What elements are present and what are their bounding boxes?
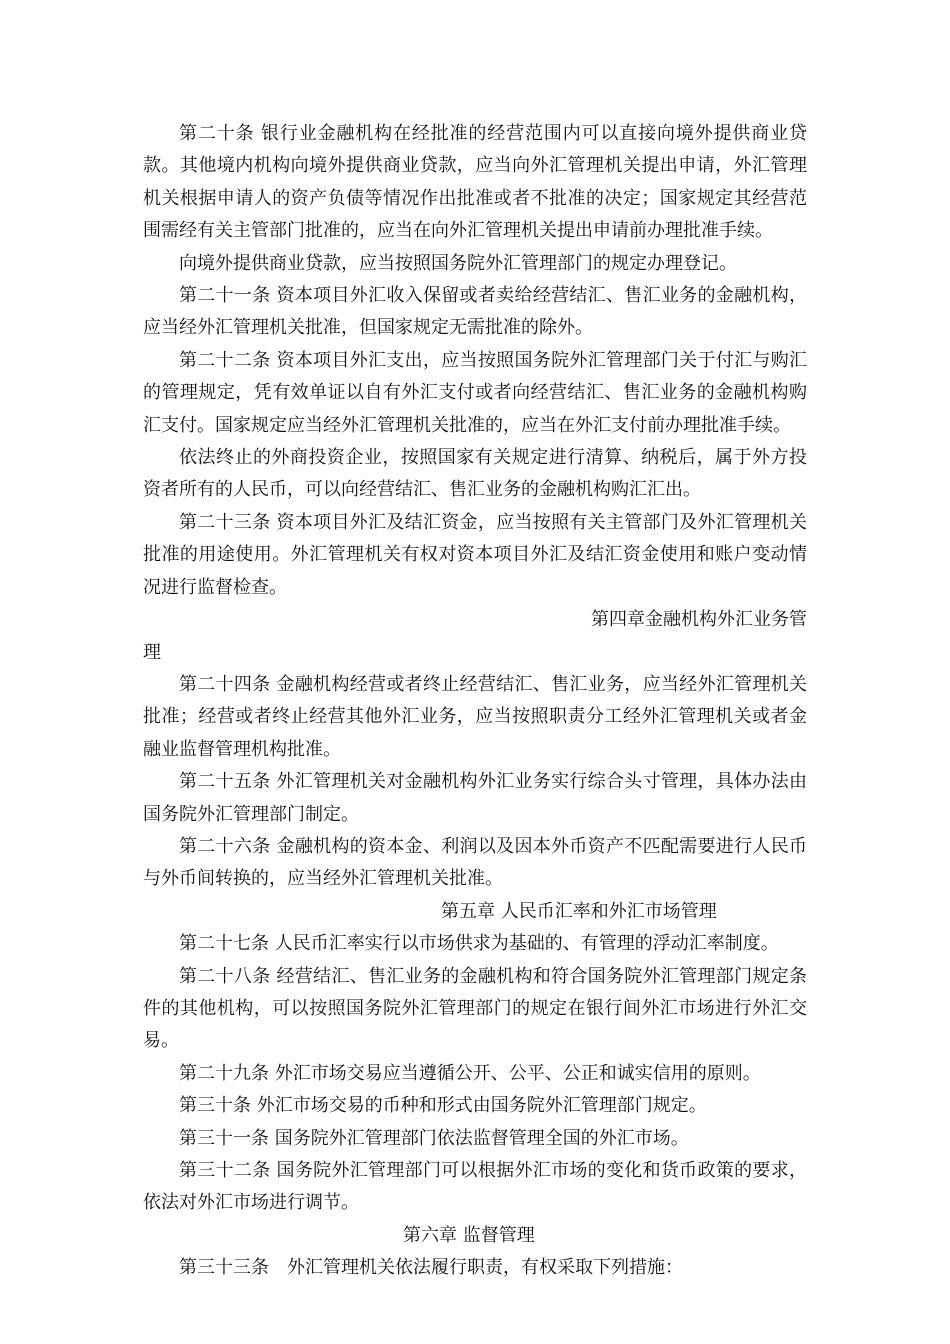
commercial-loan-registration-paragraph: 向境外提供商业贷款，应当按照国务院外汇管理部门的规定办理登记。 (179, 252, 737, 274)
article-28-paragraph: 第二十八条 经营结汇、售汇业务的金融机构和符合国务院外汇管理部门规定条件的其他机构，可以按照国务院外汇管理部门的规定在银行间外汇市场进行外汇交易。 (143, 965, 807, 1052)
article-21-paragraph: 第二十一条 资本项目外汇收入保留或者卖给经营结汇、售汇业务的金融机构，应当经外汇管理机关批准，但国家规定无需批准的除外。 (143, 285, 807, 339)
article-26-paragraph: 第二十六条 金融机构的资本金、利润以及因本外币资产不匹配需要进行人民币与外币间转换的，应当经外汇管理机关批准。 (143, 835, 807, 890)
article-32-paragraph: 第三十二条 国务院外汇管理部门可以根据外汇市场的变化和货币政策的要求，依法对外汇市场进行调节。 (143, 1160, 807, 1214)
article-30-paragraph: 第三十条 外汇市场交易的币种和形式由国务院外汇管理部门规定。 (179, 1095, 707, 1117)
article-22-paragraph: 第二十二条 资本项目外汇支出，应当按照国务院外汇管理部门关于付汇与购汇的管理规定，凭有效单证以自有外汇支付或者向经营结汇、售汇业务的金融机构购汇支付。国家规定应当经外汇管理机关批准的，应当在外汇支付前办理批准手续。 (143, 349, 807, 436)
article-23-paragraph: 第二十三条 资本项目外汇及结汇资金，应当按照有关主管部门及外汇管理机关批准的用途使用。外汇管理机关有权对资本项目外汇及结汇资金使用和账户变动情况进行监督检查。 (143, 511, 807, 598)
chapter-6-heading: 第六章 监督管理 (403, 1224, 535, 1246)
chapter-4-heading: 第四章金融机构外汇业务管 (591, 609, 807, 631)
article-31-paragraph: 第三十一条 国务院外汇管理部门依法监督管理全国的外汇市场。 (179, 1127, 689, 1149)
chapter-4-heading-continuation: 理 (143, 641, 161, 663)
article-27-paragraph: 第二十七条 人民币汇率实行以市场供求为基础的、有管理的浮动汇率制度。 (179, 933, 779, 955)
article-24-paragraph: 第二十四条 金融机构经营或者终止经营结汇、售汇业务，应当经外汇管理机关批准；经营或者终止经营其他外汇业务，应当按照职责分工经外汇管理机关或者金融业监督管理机构批准。 (143, 673, 807, 760)
document-page (143, 118, 807, 1285)
article-25-paragraph: 第二十五条 外汇管理机关对金融机构外汇业务实行综合头寸管理，具体办法由国务院外汇管理部门制定。 (143, 771, 807, 825)
article-33-paragraph: 第三十三条 外汇管理机关依法履行职责，有权采取下列措施： (179, 1257, 683, 1279)
foreign-investment-termination-paragraph: 依法终止的外商投资企业，按照国家有关规定进行清算、纳税后，属于外方投资者所有的人民币，可以向经营结汇、售汇业务的金融机构购汇汇出。 (143, 447, 807, 501)
article-20-paragraph: 第二十条 银行业金融机构在经批准的经营范围内可以直接向境外提供商业贷款。其他境内机构向境外提供商业贷款，应当向外汇管理机关提出申请，外汇管理机关根据申请人的资产负债等情况作出批准或者不批准的决定；国家规定其经营范围需经有关主管部门批准的，应当在向外汇管理机关提出申请前办理批准手续。 (143, 123, 807, 242)
chapter-5-heading: 第五章 人民币汇率和外汇市场管理 (441, 900, 717, 922)
article-29-paragraph: 第二十九条 外汇市场交易应当遵循公开、公平、公正和诚实信用的原则。 (179, 1062, 761, 1084)
